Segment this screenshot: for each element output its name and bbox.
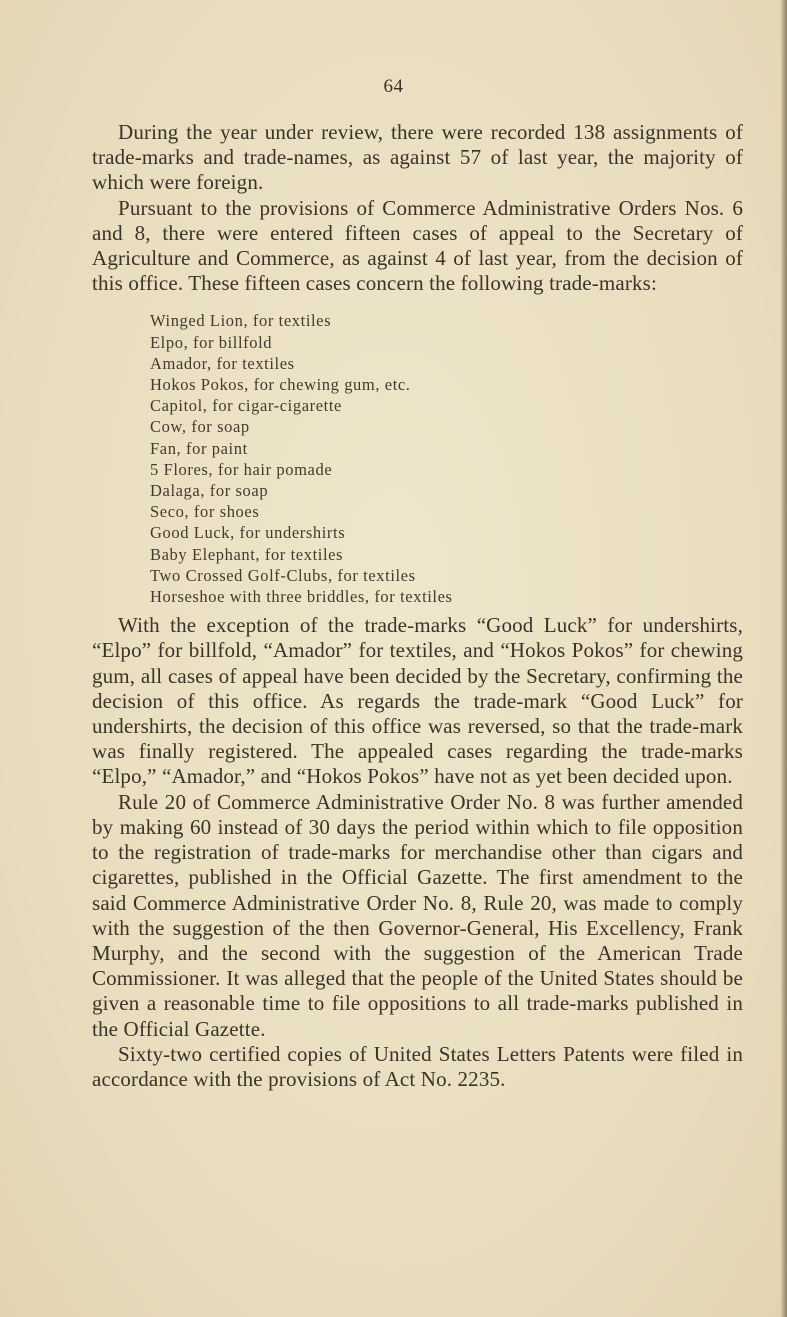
list-item: Capitol, for cigar-cigarette [150, 396, 342, 416]
list-item: Fan, for paint [150, 438, 248, 458]
paragraph-appeals: Pursuant to the provisions of Commerce Administrative Orders Nos. 6 and 8, there were entered fifteen cases of appeal to the Secretary of Agriculture and Commerce, as against 4 of last year, from the decision of this office. These fifteen cases concern the following trade-marks: [92, 195, 743, 296]
paragraph-decisions: With the exception of the trade-marks “Good Luck” for undershirts, “Elpo” for billfold, “Amador” for textiles, and “Hokos Pokos” for chewing gum, all cases of appeal have been decided by the Secretary, confirming the decision of this office. As regards the trade-mark “Good Luck” for undershirts, the decision of this office was reversed, so that the trade-mark was finally registered. The appealed cases regarding the trade-marks “Elpo,” “Amador,” and “Hokos Pokos” have not as yet been decided upon. [92, 613, 743, 789]
list-item: Baby Elephant, for textiles [150, 544, 344, 564]
list-item: Dalaga, for soap [150, 481, 269, 501]
trade-mark-list [150, 310, 743, 607]
list-item: Seco, for shoes [150, 502, 260, 522]
list-item: 5 Flores, for hair pomade [150, 459, 333, 479]
list-item: Hokos Pokos, for chewing gum, etc. [150, 375, 411, 395]
page-edge [781, 0, 787, 1317]
page-number: 64 [383, 76, 404, 97]
list-item: Cow, for soap [150, 417, 250, 437]
list-item: Two Crossed Golf-Clubs, for textiles [150, 565, 416, 585]
paragraph-assignments: During the year under review, there were recorded 138 assignments of trade-marks and trade-names, as against 57 of last year, the majority of which were foreign. [92, 120, 743, 195]
page-body [92, 120, 743, 1092]
list-item: Horseshoe with three briddles, for textiles [150, 587, 453, 607]
paragraph-patents: Sixty-two certified copies of United States Letters Patents were filed in accordance with the provisions of Act No. 2235. [92, 1041, 743, 1091]
paragraph-rule-20: Rule 20 of Commerce Administrative Order No. 8 was further amended by making 60 instead of 30 days the period within which to file opposition to the registration of trade-marks for merchandise other than cigars and cigarettes, published in the Official Gazette. The first amendment to the said Commerce Administrative Order No. 8, Rule 20, was made to comply with the suggestion of the then Governor-General, His Excellency, Frank Murphy, and the second with the suggestion of the American Trade Commissioner. It was alleged that the people of the United States should be given a reasonable time to file oppositions to all trade-marks published in the Official Gazette. [92, 789, 743, 1041]
list-item: Good Luck, for undershirts [150, 523, 346, 543]
list-item: Amador, for textiles [150, 353, 295, 373]
list-item: Elpo, for billfold [150, 332, 273, 352]
list-item: Winged Lion, for textiles [150, 311, 332, 331]
